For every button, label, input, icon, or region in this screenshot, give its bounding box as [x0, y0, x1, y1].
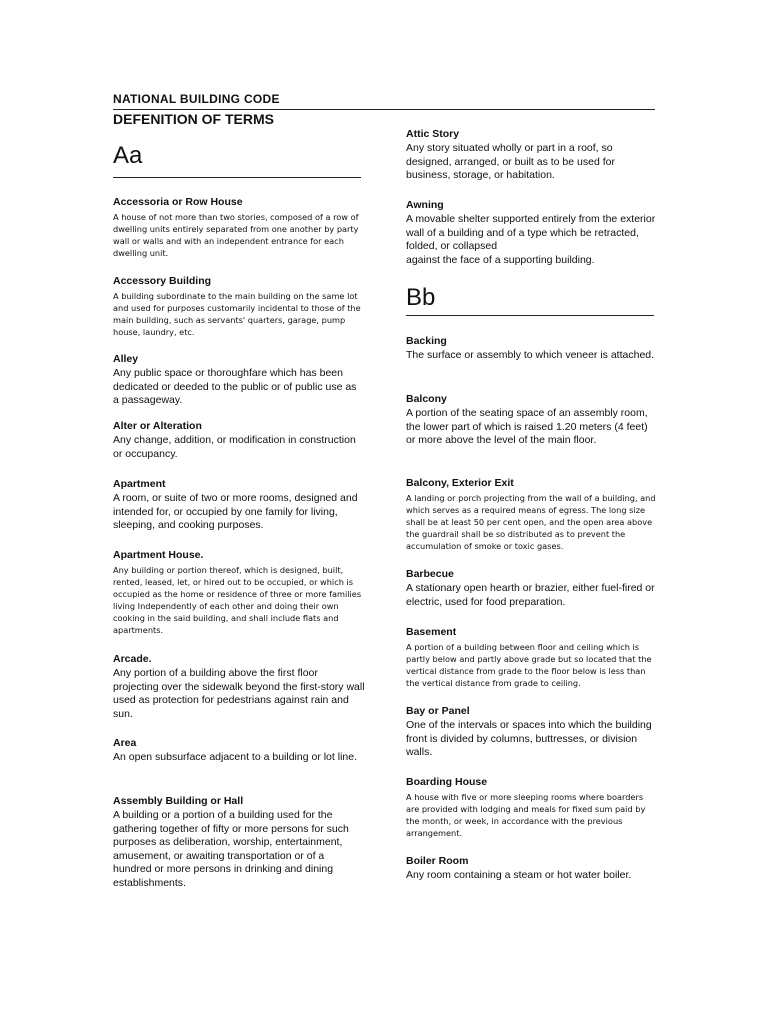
term-definition: Any change, addition, or modification in construction or occupancy.: [113, 434, 356, 460]
definition-entry: [113, 196, 365, 259]
definition-entry: [113, 353, 365, 408]
letter-heading-a: Aa: [113, 142, 143, 169]
term-title: Alley: [113, 353, 139, 365]
term-definition: A building or a portion of a building used for the gathering together of fifty or more persons for such purposes as deliberation, worship, entertainment, amusement, or awaiting transportation or of a hundred or more persons in drinking and dining establishments.: [113, 809, 349, 889]
definition-entry: [113, 420, 365, 461]
term-definition: Any story situated wholly or part in a roof, so designed, arranged, or built as to be used for business, storage, or habitation.: [406, 142, 615, 182]
term-title: Boarding House: [406, 776, 488, 788]
term-title: Alter or Alteration: [113, 420, 202, 432]
term-definition: One of the intervals or spaces into which the building front is divided by columns, buttresses, or division walls.: [406, 719, 652, 759]
term-title: Barbecue: [406, 568, 454, 580]
definition-entry: [406, 335, 658, 363]
definition-entry: [406, 776, 658, 839]
definition-entry: [406, 477, 658, 552]
letter-divider-b: [406, 315, 654, 316]
definition-entry: [113, 653, 365, 721]
term-definition: An open subsurface adjacent to a building or lot line.: [113, 751, 357, 763]
definition-entry: [406, 568, 658, 609]
term-title: Assembly Building or Hall: [113, 795, 244, 807]
term-title: Area: [113, 737, 137, 749]
term-title: Balcony: [406, 393, 447, 405]
term-definition: A landing or porch projecting from the wall of a building, and which serves as a required means of egress. The long size shall be at least 50 per cent open, and the open area above the guardrail shall be so distributed as to prevent the accumulation of smoke or toxic gases.: [406, 493, 656, 551]
term-title: Boiler Room: [406, 855, 469, 867]
term-definition: Any public space or thoroughfare which has been dedicated or deeded to the public or of public use as a passageway.: [113, 367, 357, 407]
term-definition: A house of not more than two stories, composed of a row of dwelling units entirely separated from one another by party wall or walls and with an independent entrance for each dwelling unit.: [113, 212, 359, 258]
term-definition: Any room containing a steam or hot water boiler.: [406, 869, 632, 881]
term-definition: A house with five or more sleeping rooms where boarders are provided with lodging and meals for fixed sum paid by the month, or week, in accordance with the previous arrangement.: [406, 792, 646, 838]
definition-entry: [406, 393, 658, 448]
definition-entry: [113, 549, 365, 636]
document-title: NATIONAL BUILDING CODE: [113, 92, 280, 106]
letter-heading-b: Bb: [406, 284, 436, 311]
term-definition: A stationary open hearth or brazier, either fuel-fired or electric, used for food preparation.: [406, 582, 655, 608]
definition-entry: [113, 795, 365, 891]
term-definition: Any portion of a building above the first floor projecting over the sidewalk beyond the first-story wall used as protection for pedestrians against rain and sun.: [113, 667, 365, 720]
term-title: Balcony, Exterior Exit: [406, 477, 514, 489]
definition-entry: [406, 199, 658, 267]
term-definition: Any building or portion thereof, which is designed, built, rented, leased, let, or hired out to be occupied, or which is occupied as the home or residence of three or more families living Independently of each other and doing their own cooking in the said building, and shall include flats and apartments.: [113, 565, 362, 635]
definition-entry: [406, 626, 658, 689]
definition-entry: [113, 478, 365, 533]
letter-divider-a: [113, 177, 361, 178]
definition-entry: [406, 855, 658, 883]
term-definition: A portion of a building between floor and ceiling which is partly below and partly above grade but so located that the vertical distance from grade to the floor below is less than the vertical distance from grade to ceiling.: [406, 642, 652, 688]
term-title: Backing: [406, 335, 447, 347]
term-definition: A room, or suite of two or more rooms, designed and intended for, or occupied by one family for living, sleeping, and cooking purposes.: [113, 492, 358, 532]
term-title: Arcade.: [113, 653, 152, 665]
term-definition: A building subordinate to the main building on the same lot and used for purposes customarily incidental to those of the main building, such as servants' quarters, garage, pump house, laundry, etc.: [113, 291, 361, 337]
definition-entry: [113, 275, 365, 338]
term-title: Bay or Panel: [406, 705, 470, 717]
term-title: Apartment House.: [113, 549, 204, 561]
term-title: Accessoria or Row House: [113, 196, 243, 208]
term-title: Basement: [406, 626, 457, 638]
term-title: Attic Story: [406, 128, 460, 140]
term-title: Awning: [406, 199, 444, 211]
term-definition: The surface or assembly to which veneer is attached.: [406, 349, 655, 361]
term-title: Apartment: [113, 478, 166, 490]
term-definition: A movable shelter supported entirely from the exterior wall of a building and of a type which be retracted, folded, or collapsed against the face of a supporting building.: [406, 213, 656, 266]
definition-entry: [406, 705, 658, 760]
document-subtitle: DEFENITION OF TERMS: [113, 111, 274, 127]
term-title: Accessory Building: [113, 275, 212, 287]
definition-entry: [113, 737, 365, 765]
term-definition: A portion of the seating space of an assembly room, the lower part of which is raised 1.20 meters (4 feet) or more above the level of the main floor.: [406, 407, 648, 447]
header-divider: [113, 109, 655, 110]
definition-entry: [406, 128, 658, 183]
